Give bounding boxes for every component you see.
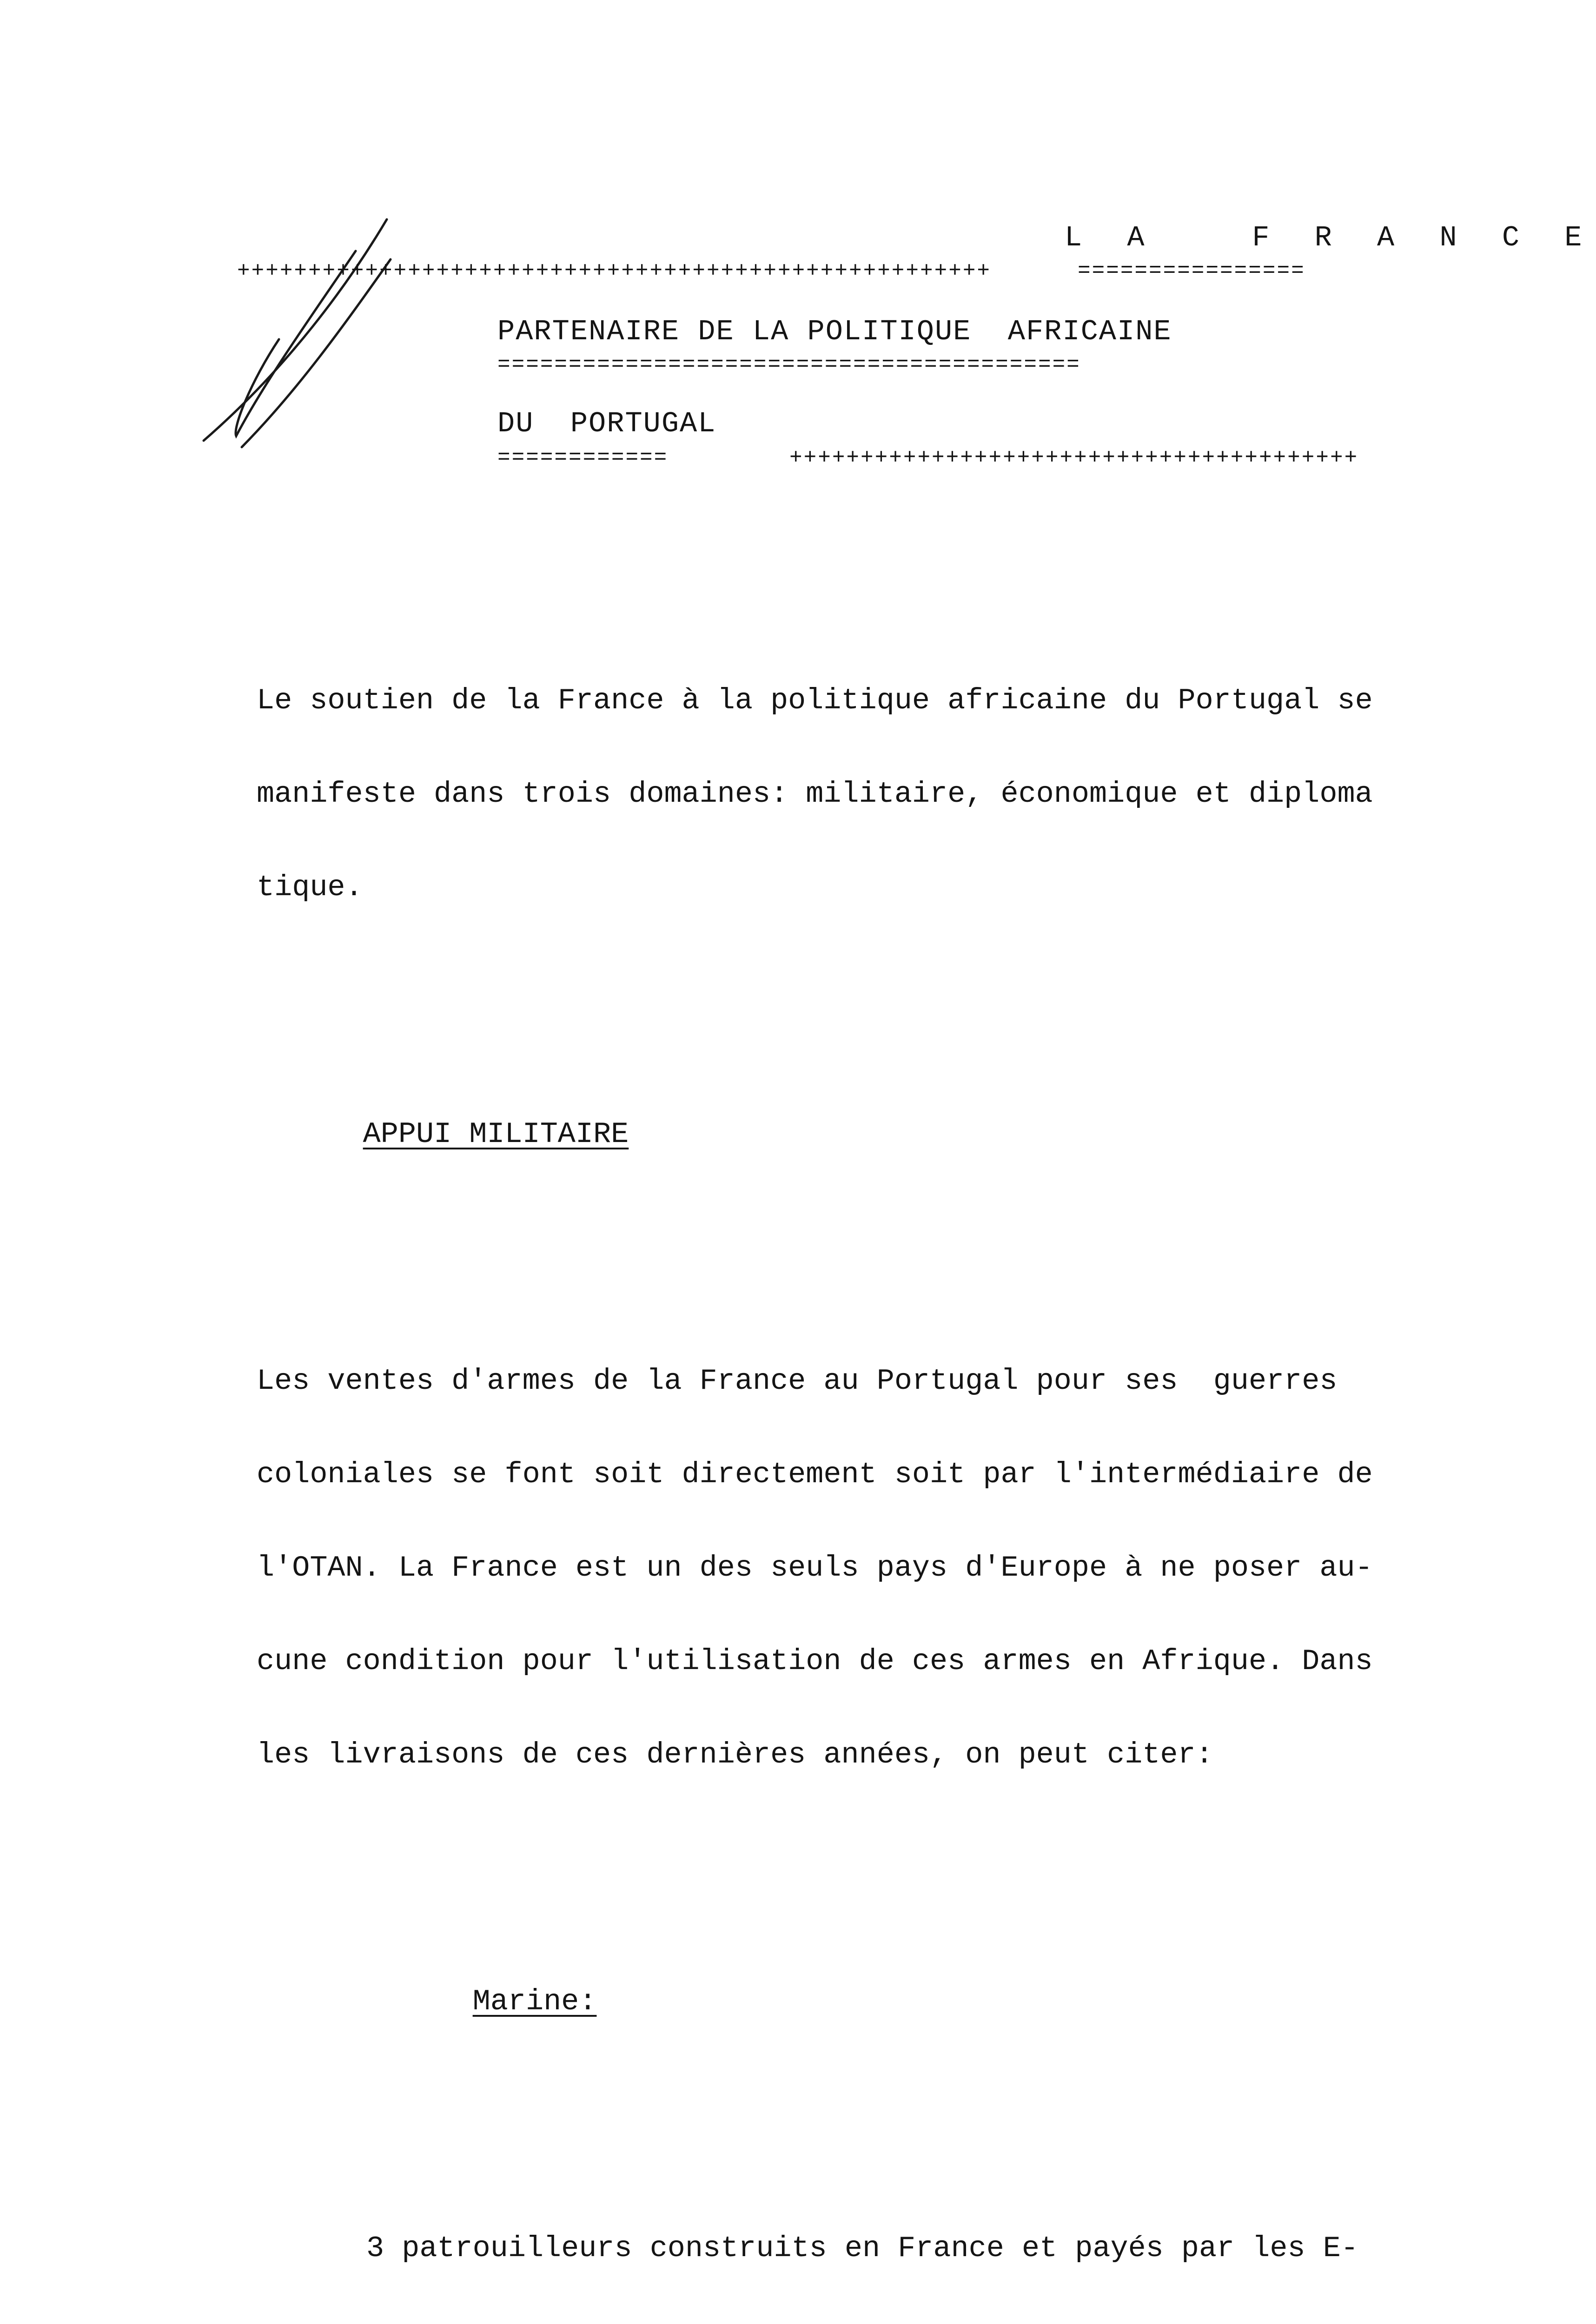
marine-paragraph	[257, 2171, 1376, 2324]
marine-heading: Marine:	[472, 1985, 597, 2019]
text-line: 3 patrouilleurs construits en France et payés par les E-	[366, 2232, 1358, 2265]
text-line: Le soutien de la France à la politique africaine du Portugal se	[257, 684, 1373, 718]
text-line: tique.	[257, 871, 363, 905]
text-line: les livraisons de ces dernières années, on peut citer:	[257, 1738, 1213, 1772]
handwritten-slash-marks	[195, 214, 409, 456]
header-plus-rule-bottom: ++++++++++++++++++++++++++++++++++++++++	[789, 446, 1359, 470]
header-subtitle: PARTENAIRE DE LA POLITIQUE AFRICAINE	[497, 315, 1172, 348]
section-title: APPUI MILITAIRE	[363, 1118, 629, 1151]
military-paragraph	[257, 1304, 1376, 1833]
text-line: coloniales se font soit directement soit par l'intermédiaire de	[257, 1458, 1373, 1492]
text-line: manifeste dans trois domaines: militaire, économique et diploma	[257, 778, 1373, 811]
text-line: l'OTAN. La France est un des seuls pays d'Europe à ne poser au-	[257, 1552, 1373, 1585]
header-equals-rule-top: ================	[1078, 259, 1305, 283]
header-plus-rule-top: +++++++++++++++++++++++++++++++++++++++++++++++++++++	[237, 259, 992, 283]
header-equals-rule-mid: =========================================	[497, 353, 1081, 377]
document-body	[257, 530, 1376, 2324]
text-line: Les ventes d'armes de la France au Portugal pour ses guerres	[257, 1365, 1338, 1398]
header-subtitle-portugal: DU PORTUGAL	[497, 407, 716, 440]
header-equals-rule-bottom: ============	[497, 446, 669, 470]
intro-paragraph	[257, 623, 1376, 966]
text-line: cune condition pour l'utilisation de ces armes en Afrique. Dans	[257, 1645, 1373, 1678]
header-title-la-france: L A F R A N C E	[1065, 221, 1596, 254]
